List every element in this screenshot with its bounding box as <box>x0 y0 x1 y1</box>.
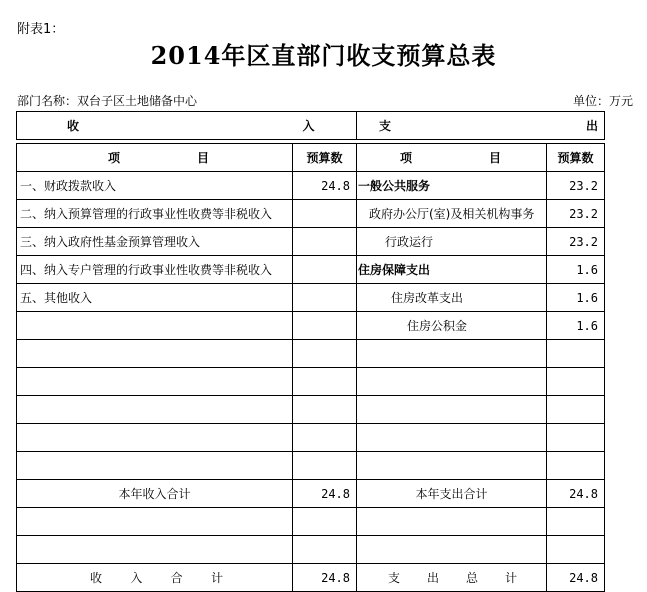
budget-table <box>16 111 605 592</box>
expense-value: 23.2 <box>547 228 605 256</box>
empty-row <box>17 368 605 396</box>
income-value: 24.8 <box>293 172 357 200</box>
empty-row <box>17 452 605 480</box>
income-grand-total-label: 收 入 合 计 <box>17 564 293 592</box>
income-value <box>293 312 357 340</box>
income-item-header: 项 目 <box>17 144 293 172</box>
expense-value: 1.6 <box>547 256 605 284</box>
expense-value: 1.6 <box>547 284 605 312</box>
income-item: 二、纳入预算管理的行政事业性收费等非税收入 <box>17 200 293 228</box>
income-value <box>293 256 357 284</box>
income-item: 一、财政拨款收入 <box>17 172 293 200</box>
income-item <box>17 312 293 340</box>
empty-row <box>17 508 605 536</box>
expense-budget-header: 预算数 <box>547 144 605 172</box>
income-header-right: 入 <box>293 112 357 140</box>
expense-header-left: 支 <box>357 112 547 140</box>
expense-grand-total: 24.8 <box>547 564 605 592</box>
expense-value: 1.6 <box>547 312 605 340</box>
expense-value: 23.2 <box>547 172 605 200</box>
expense-value: 23.2 <box>547 200 605 228</box>
department-name: 部门名称：双台子区土地储备中心 <box>17 94 198 108</box>
income-budget-header: 预算数 <box>293 144 357 172</box>
income-grand-total: 24.8 <box>293 564 357 592</box>
expense-header-right: 出 <box>547 112 605 140</box>
income-item: 四、纳入专户管理的行政事业性收费等非税收入 <box>17 256 293 284</box>
year-income-total-label: 本年收入合计 <box>17 480 293 508</box>
year-expense-total: 24.8 <box>547 480 605 508</box>
expense-item: 住房保障支出 <box>357 256 547 284</box>
column-header-row <box>17 144 605 172</box>
year-expense-total-label: 本年支出合计 <box>357 480 547 508</box>
table-row <box>17 284 605 312</box>
table-row <box>17 312 605 340</box>
year-income-total: 24.8 <box>293 480 357 508</box>
income-item: 五、其他收入 <box>17 284 293 312</box>
income-value <box>293 200 357 228</box>
page-title: 2014年区直部门收支预算总表 <box>150 41 497 70</box>
table-row <box>17 172 605 200</box>
income-value <box>293 284 357 312</box>
expense-item: 住房改革支出 <box>357 284 547 312</box>
year-total-row <box>17 480 605 508</box>
attachment-label: 附表1： <box>17 22 65 37</box>
empty-row <box>17 340 605 368</box>
expense-item: 住房公积金 <box>357 312 547 340</box>
section-header-row <box>17 112 605 140</box>
unit-label: 单位：万元 <box>572 94 633 108</box>
table-row <box>17 228 605 256</box>
table-row <box>17 256 605 284</box>
empty-row <box>17 536 605 564</box>
income-item: 三、纳入政府性基金预算管理收入 <box>17 228 293 256</box>
grand-total-row <box>17 564 605 592</box>
expense-item: 行政运行 <box>357 228 547 256</box>
income-value <box>293 228 357 256</box>
expense-item-header: 项 目 <box>357 144 547 172</box>
empty-row <box>17 424 605 452</box>
expense-grand-total-label: 支 出 总 计 <box>357 564 547 592</box>
expense-item: 政府办公厅(室)及相关机构事务 <box>357 200 547 228</box>
empty-row <box>17 396 605 424</box>
table-row <box>17 200 605 228</box>
income-header-left: 收 <box>17 112 293 140</box>
expense-item: 一般公共服务 <box>357 172 547 200</box>
